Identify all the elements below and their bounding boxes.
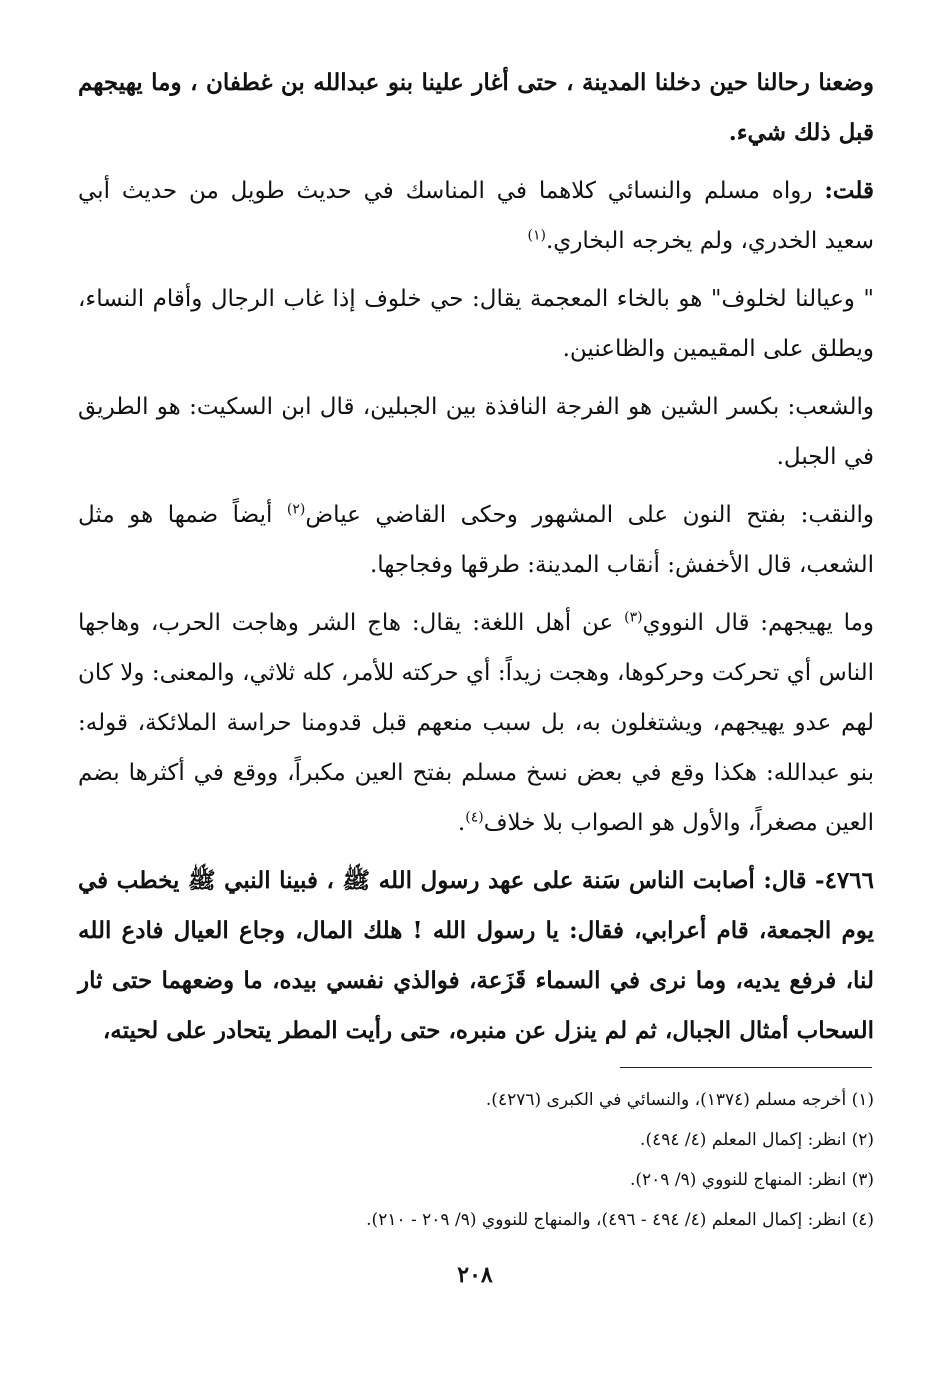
footnote-ref-1: (١) — [527, 227, 546, 244]
footnote-ref-2: (٢) — [286, 501, 306, 518]
qultu-label: قلت: — [824, 177, 874, 204]
yuhayyij-text-c: . — [457, 810, 466, 836]
footnote-2: (٢) انظر: إكمال المعلم (٤/ ٤٩٤). — [640, 1130, 874, 1150]
page-number: ٢٠٨ — [457, 1262, 493, 1288]
yuhayyij-text-a: وما يهيجهم: قال النووي — [642, 610, 875, 636]
hadith-text-continued: وضعنا رحالنا حين دخلنا المدينة ، حتى أغار علينا بنو عبدالله بن غطفان ، وما يهيجهم قبل ذلك شيء. — [78, 69, 874, 146]
commentary-naqb — [78, 490, 874, 590]
footnote-ref-3: (٣) — [624, 609, 643, 626]
naqb-text-b: أيضاً ضمها هو مثل الشعب، قال الأخفش: أنقاب المدينة: طرقها وفجاجها. — [78, 502, 874, 578]
naqb-text-a: والنقب: بفتح النون على المشهور وحكى القاضي عياض — [305, 502, 874, 528]
commentary-shib: والشعب: بكسر الشين هو الفرجة النافذة بين الجبلين، قال ابن السكيت: هو الطريق في الجبل. — [78, 394, 874, 470]
yuhayyij-text-b: عن أهل اللغة: يقال: هاج الشر وهاجت الحرب، وهاجها الناس أي تحركت وحركوها، وهجت زيداً: أي حركته للأمر، كله ثلاثي، والمعنى: ولا كان لهم عدو يهيجهم، ويشتغلون به، بل سبب منعهم قبل قدومنا حراسة الملائكة، قوله: بنو عبدالله: هكذا وقع في بعض نسخ مسلم بفتح العين مكبراً، ووقع في أكثرها بضم العين مصغراً، والأول هو الصواب بلا خلاف — [78, 610, 874, 836]
page-body — [78, 58, 874, 1064]
footnote-1: (١) أخرجه مسلم (١٣٧٤)، والنسائي في الكبرى (٤٢٧٦). — [485, 1090, 874, 1110]
qultu-text: رواه مسلم والنسائي كلاهما في المناسك في حديث طويل من حديث أبي سعيد الخدري، ولم يخرجه البخاري. — [78, 178, 874, 254]
commentary-khuluf: " وعيالنا لخلوف" هو بالخاء المعجمة يقال: حي خلوف إذا غاب الرجال وأقام النساء، ويطلق على المقيمين والظاعنين. — [78, 286, 874, 362]
hadith-4766: ٤٧٦٦- قال: أصابت الناس سَنة على عهد رسول الله ﷺ ، فبينا النبي ﷺ يخطب في يوم الجمعة، قام أعرابي، فقال: يا رسول الله ! هلك المال، وجاع العيال فادع الله لنا، فرفع يديه، وما نرى في السماء قَزَعة، فوالذي نفسي بيده، ما وضعهما حتى ثار السحاب أمثال الجبال، ثم لم ينزل عن منبره، حتى رأيت المطر يتحادر على لحيته، — [78, 867, 874, 1044]
footnotes — [78, 1080, 874, 1240]
footnote-3: (٣) انظر: المنهاج للنووي (٩/ ٢٠٩). — [630, 1170, 874, 1190]
commentary-yuhayyijuhum — [78, 598, 874, 848]
footnote-ref-4: (٤) — [465, 809, 484, 826]
footnote-separator — [620, 1067, 872, 1068]
footnote-4: (٤) انظر: إكمال المعلم (٤/ ٤٩٤ - ٤٩٦)، والمنهاج للنووي (٩/ ٢٠٩ - ٢١٠). — [366, 1210, 874, 1230]
commentary-qultu — [78, 166, 874, 266]
